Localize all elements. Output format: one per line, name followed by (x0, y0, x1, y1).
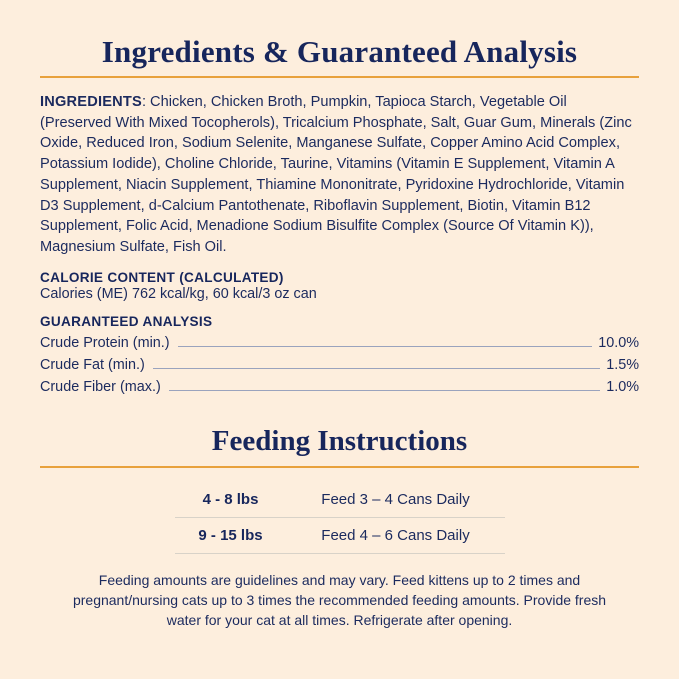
page-title: Ingredients & Guaranteed Analysis (101, 34, 578, 69)
feeding-amount: Feed 3 – 4 Cans Daily (321, 490, 470, 508)
guaranteed-analysis-row (40, 376, 639, 398)
guaranteed-analysis-row (40, 332, 639, 354)
ga-leader-line (178, 346, 593, 347)
ga-label: Crude Protein (min.) (40, 334, 170, 351)
ingredients-label: INGREDIENTS (40, 94, 142, 110)
ga-label: Crude Fiber (max.) (40, 379, 161, 396)
guaranteed-analysis-list (40, 332, 639, 399)
feeding-title: Feeding Instructions (211, 424, 468, 457)
ga-leader-line (153, 368, 600, 369)
table-row (175, 482, 505, 518)
feeding-note: Feeding amounts are guidelines and may vary. Feed kittens up to 2 times and pregnant/nursing cats up to 3 times the recommended feeding amounts. Provide fresh water for your cat at all times. Refrigerate after opening. (72, 571, 607, 629)
ga-value: 10.0% (598, 334, 639, 351)
ingredients-text: : Chicken, Chicken Broth, Pumpkin, Tapioca Starch, Vegetable Oil (Preserved With Mixed Tocopherols), Tricalcium Phosphate, Salt, Guar Gum, Minerals (Zinc Oxide, Reduced Iron, Sodium Selenite, Manganese Sulfate, Copper Amino Acid Complex, Potassium Iodide), Choline Chloride, Taurine, Vitamins (Vitamin E Supplement, Vitamin A Supplement, Niacin Supplement, Thiamine Mononitrate, Pyridoxine Hydrochloride, Vitamin D3 Supplement, d-Calcium Pantothenate, Riboflavin Supplement, Biotin, Vitamin B12 Supplement, Folic Acid, Menadione Sodium Bisulfite Complex (Source Of Vitamin K)), Magnesium Sulfate, Fish Oil. (40, 94, 632, 256)
feeding-amount: Feed 4 – 6 Cans Daily (321, 526, 470, 544)
feeding-weight: 4 - 8 lbs (202, 490, 259, 508)
guaranteed-analysis-heading: GUARANTEED ANALYSIS (40, 313, 213, 329)
calorie-content-text: Calories (ME) 762 kcal/kg, 60 kcal/3 oz can (40, 285, 317, 302)
ga-value: 1.5% (606, 357, 639, 374)
calorie-content-heading: CALORIE CONTENT (CALCULATED) (40, 269, 284, 285)
feeding-table (175, 482, 505, 554)
ga-leader-line (169, 390, 600, 391)
guaranteed-analysis-row (40, 354, 639, 376)
title-divider (40, 76, 639, 78)
feeding-weight: 9 - 15 lbs (198, 526, 263, 544)
ingredients-paragraph (40, 92, 639, 258)
feeding-section (40, 425, 639, 631)
ga-label: Crude Fat (min.) (40, 357, 145, 374)
feeding-divider (40, 466, 639, 468)
table-row (175, 518, 505, 554)
ga-value: 1.0% (606, 379, 639, 396)
